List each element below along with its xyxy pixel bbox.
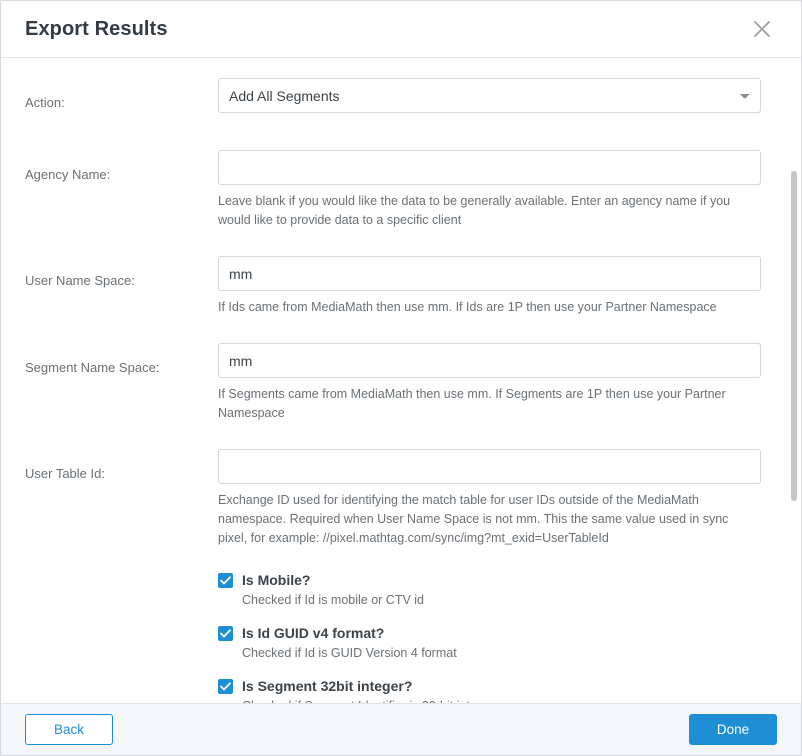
action-select[interactable] [218,78,761,113]
scrollbar-thumb[interactable] [791,171,797,501]
segment-name-space-input[interactable] [218,343,761,378]
close-icon[interactable] [747,14,777,44]
user-table-id-helper: Exchange ID used for identifying the match table for user IDs outside of the MediaMath namespace. Required when User Name Space is not mm. This the same value used in sync pixel, for example: //pixel.mathtag.com/sync/img?mt_exid=UserTableId [218,493,729,545]
dialog-body [1,58,801,704]
checkbox-is-mobile-helper: Checked if Id is mobile or CTV id [242,593,425,607]
field-user-table-id-label: User Table Id: [25,466,105,481]
field-user-name-space-label: User Name Space: [25,273,135,288]
checkbox-is-guid-v4-label: Is Id GUID v4 format? [242,625,385,641]
field-action [1,78,801,113]
checkbox-is-segment-32bit-box[interactable] [218,679,233,694]
agency-name-input[interactable] [218,150,761,185]
back-button[interactable]: Back [25,714,113,745]
field-agency-name [1,150,801,230]
page-title: Export Results [25,17,168,40]
checkbox-is-mobile-box[interactable] [218,573,233,588]
scrollbar-track[interactable] [790,121,798,751]
dialog-footer [1,703,801,755]
field-agency-name-label: Agency Name: [25,167,111,182]
user-table-id-input[interactable] [218,449,761,484]
field-segment-name-space [1,343,801,423]
field-segment-name-space-label: Segment Name Space: [25,360,160,375]
dialog-header [1,1,801,58]
checkbox-is-segment-32bit-label: Is Segment 32bit integer? [242,678,413,694]
user-name-space-helper: If Ids came from MediaMath then use mm. If Ids are 1P then use your Partner Namespace [218,300,717,314]
checkbox-is-guid-v4-helper: Checked if Id is GUID Version 4 format [242,646,457,660]
user-name-space-input[interactable] [218,256,761,291]
checkbox-is-guid-v4-box[interactable] [218,626,233,641]
done-button[interactable]: Done [689,714,777,745]
field-action-label: Action: [25,95,65,110]
field-user-table-id [1,449,801,548]
checkbox-is-mobile-label: Is Mobile? [242,572,311,588]
checkbox-is-guid-v4 [1,625,801,660]
checkbox-is-mobile [1,572,801,607]
agency-name-helper: Leave blank if you would like the data to be generally available. Enter an agency name if you would like to provide data to a specific client [218,194,731,227]
segment-name-space-helper: If Segments came from MediaMath then use mm. If Segments are 1P then use your Partner Namespace [218,387,726,420]
field-user-name-space [1,256,801,317]
